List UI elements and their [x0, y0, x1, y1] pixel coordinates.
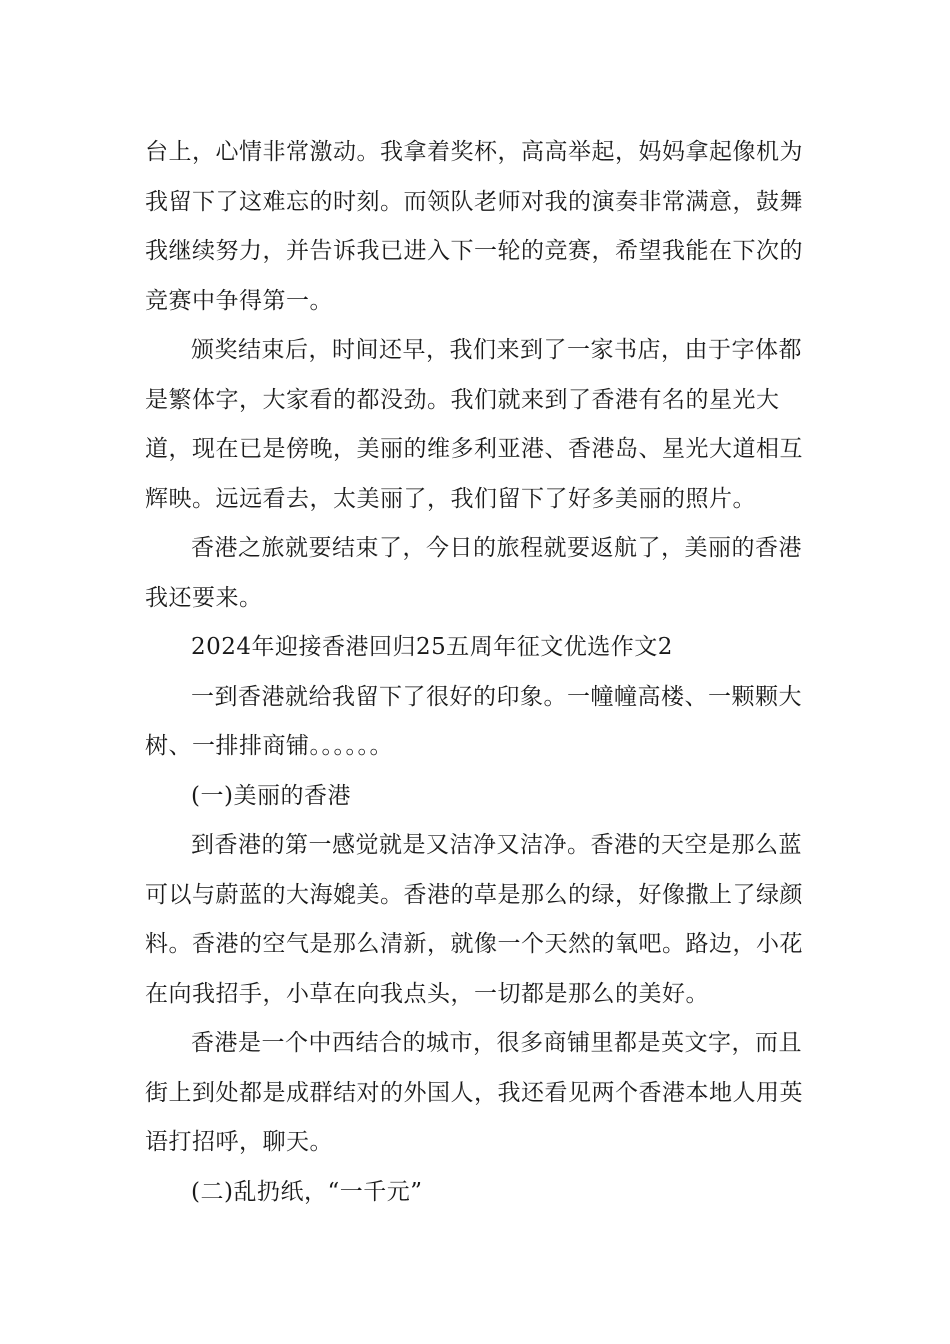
- paragraph-east-west: 香港是一个中西结合的城市，很多商铺里都是英文字，而且街上到处都是成群结对的外国人，我还看见两个香港本地人用英语打招呼，聊天。: [145, 1030, 803, 1155]
- paragraph-clean-city: 到香港的第一感觉就是又洁净又洁净。香港的天空是那么蓝可以与蔚蓝的大海媲美。香港的草是那么的绿，好像撒上了绿颜料。香港的空气是那么清新，就像一个天然的氧吧。路边，小花在向我招手，小草在向我点头，一切都是那么的美好。: [145, 832, 803, 1007]
- essay-title: 2024年迎接香港回归25五周年征文优选作文2: [191, 634, 673, 660]
- paragraph-first-impression: 一到香港就给我留下了很好的印象。一幢幢高楼、一颗颗大树、一排排商铺。。。。。。: [145, 683, 802, 759]
- paragraph-continued: 台上，心情非常激动。我拿着奖杯，高高举起，妈妈拿起像机为我留下了这难忘的时刻。而领队老师对我的演奏非常满意，鼓舞我继续努力，并告诉我已进入下一轮的竞赛，希望我能在下次的竞赛中争得第一。: [145, 139, 803, 314]
- section-heading-1: (一)美丽的香港: [191, 782, 351, 809]
- paragraph-trip-end: 香港之旅就要结束了，今日的旅程就要返航了，美丽的香港我还要来。: [145, 535, 802, 611]
- paragraph-bookstore: 颁奖结束后，时间还早，我们来到了一家书店，由于字体都是繁体字，大家看的都没劲。我们就来到了香港有名的星光大道，现在已是傍晚，美丽的维多利亚港、香港岛、星光大道相互辉映。远远看去，太美丽了，我们留下了好多美丽的照片。: [145, 337, 803, 512]
- document-body: [145, 128, 825, 1217]
- section-heading-2: (二)乱扔纸，“一千元”: [191, 1178, 423, 1205]
